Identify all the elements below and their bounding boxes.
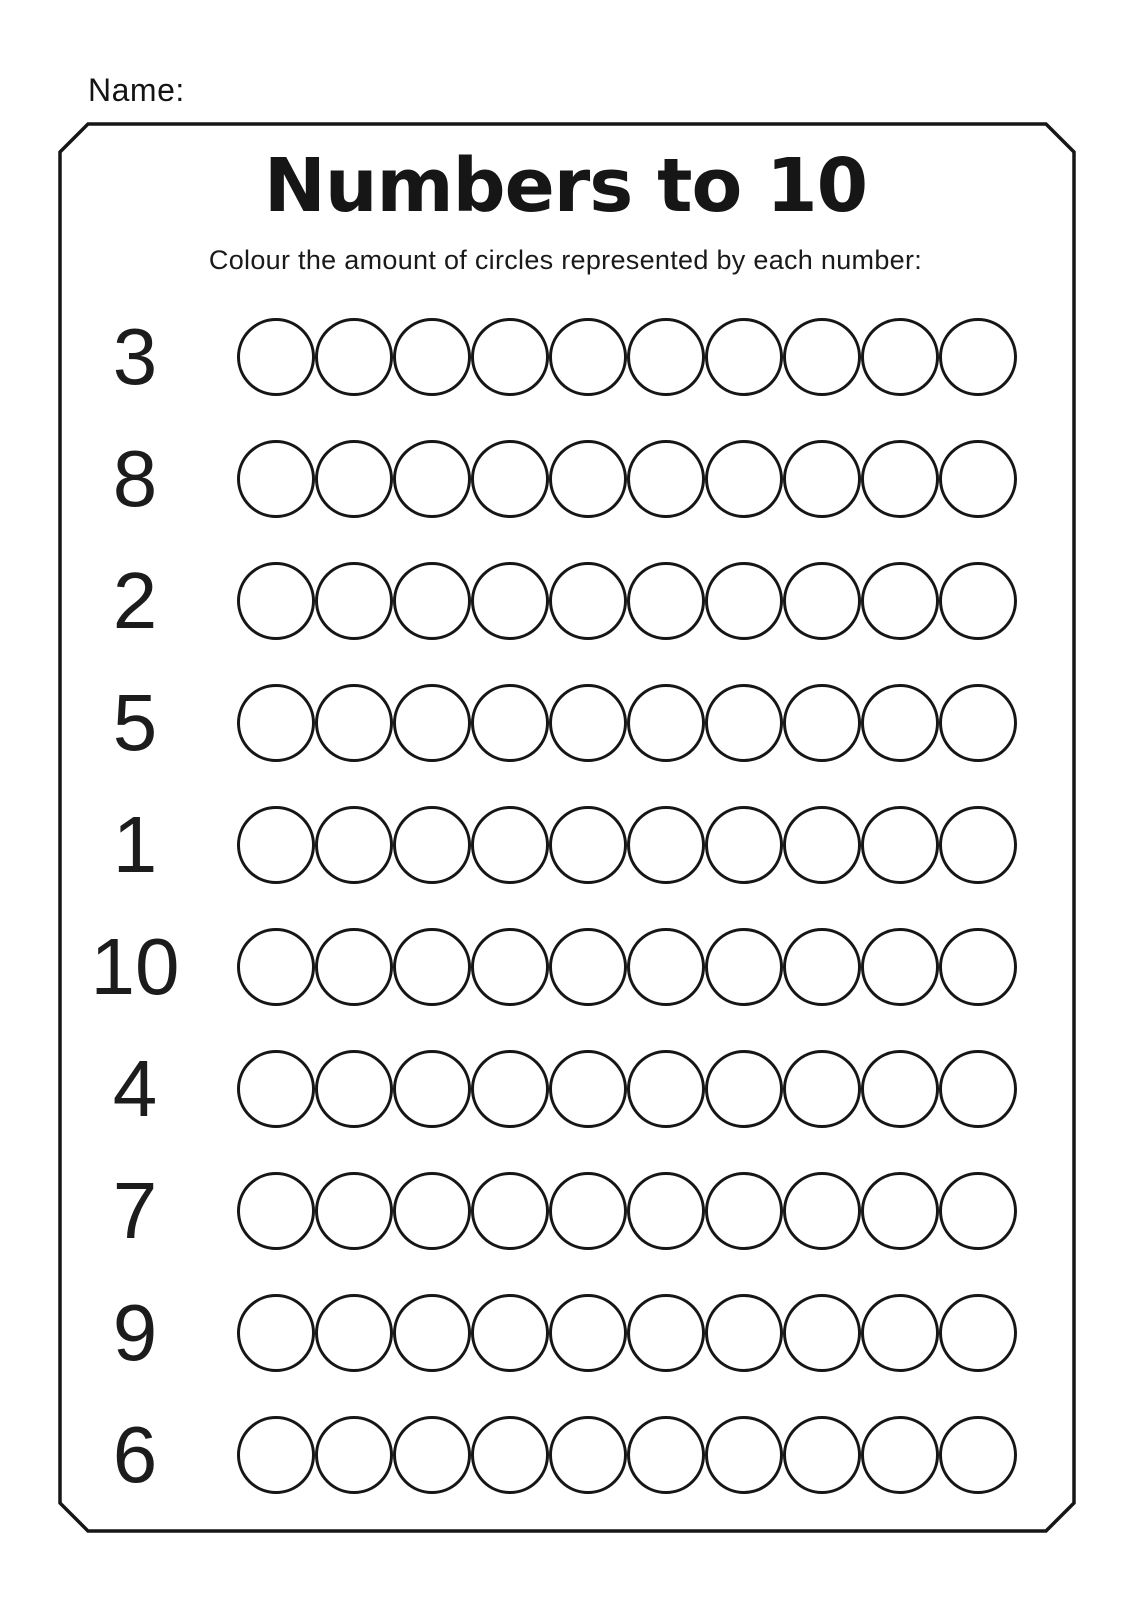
- circle[interactable]: [783, 806, 861, 884]
- circle[interactable]: [237, 806, 315, 884]
- circle[interactable]: [627, 1172, 705, 1250]
- row-number: 8: [112, 434, 158, 523]
- circle[interactable]: [861, 1050, 939, 1128]
- circle[interactable]: [783, 1294, 861, 1372]
- circle[interactable]: [783, 440, 861, 518]
- circle[interactable]: [237, 1172, 315, 1250]
- circle[interactable]: [393, 318, 471, 396]
- worksheet-row: [0, 1272, 1131, 1394]
- circle[interactable]: [393, 1050, 471, 1128]
- circle[interactable]: [705, 806, 783, 884]
- circle[interactable]: [393, 806, 471, 884]
- circle[interactable]: [237, 1050, 315, 1128]
- circle[interactable]: [471, 806, 549, 884]
- circle[interactable]: [705, 318, 783, 396]
- circle[interactable]: [237, 562, 315, 640]
- circle[interactable]: [237, 318, 315, 396]
- circle[interactable]: [471, 1294, 549, 1372]
- row-circles: [237, 562, 1017, 640]
- circle[interactable]: [237, 1416, 315, 1494]
- circle[interactable]: [627, 1294, 705, 1372]
- circle[interactable]: [939, 1172, 1017, 1250]
- circle[interactable]: [471, 318, 549, 396]
- circle[interactable]: [627, 562, 705, 640]
- circle[interactable]: [315, 684, 393, 762]
- row-circles: [237, 440, 1017, 518]
- circle[interactable]: [783, 318, 861, 396]
- circle[interactable]: [471, 562, 549, 640]
- circle[interactable]: [939, 562, 1017, 640]
- row-circles: [237, 1050, 1017, 1128]
- instruction-text: Colour the amount of circles represented by each number:: [208, 245, 923, 275]
- circle[interactable]: [549, 318, 627, 396]
- circle[interactable]: [549, 1294, 627, 1372]
- circle[interactable]: [393, 440, 471, 518]
- worksheet-row: [0, 784, 1131, 906]
- circle[interactable]: [783, 1416, 861, 1494]
- worksheet-row: [0, 1394, 1131, 1516]
- circle[interactable]: [705, 684, 783, 762]
- circle[interactable]: [627, 684, 705, 762]
- circle[interactable]: [315, 806, 393, 884]
- circle[interactable]: [549, 806, 627, 884]
- circle[interactable]: [393, 684, 471, 762]
- circle[interactable]: [705, 1416, 783, 1494]
- rows: [0, 296, 1131, 1516]
- row-number: 7: [112, 1166, 158, 1255]
- circle[interactable]: [549, 1172, 627, 1250]
- circle[interactable]: [237, 684, 315, 762]
- circle[interactable]: [939, 928, 1017, 1006]
- row-circles: [237, 806, 1017, 884]
- worksheet-row: [0, 1150, 1131, 1272]
- circle[interactable]: [237, 928, 315, 1006]
- circle[interactable]: [549, 1416, 627, 1494]
- circle[interactable]: [315, 1294, 393, 1372]
- circle[interactable]: [939, 684, 1017, 762]
- row-number: 4: [112, 1044, 158, 1133]
- circle[interactable]: [471, 928, 549, 1006]
- circle[interactable]: [627, 318, 705, 396]
- worksheet-row: [0, 662, 1131, 784]
- circle[interactable]: [549, 928, 627, 1006]
- circle[interactable]: [315, 318, 393, 396]
- circle[interactable]: [315, 562, 393, 640]
- circle[interactable]: [861, 1416, 939, 1494]
- circle[interactable]: [627, 1050, 705, 1128]
- circle[interactable]: [939, 440, 1017, 518]
- circle[interactable]: [315, 1416, 393, 1494]
- row-circles: [237, 1172, 1017, 1250]
- circle[interactable]: [705, 1294, 783, 1372]
- circle[interactable]: [705, 440, 783, 518]
- circle[interactable]: [627, 440, 705, 518]
- circle[interactable]: [783, 1050, 861, 1128]
- row-number: 5: [112, 678, 158, 767]
- row-circles: [237, 1294, 1017, 1372]
- row-number: 3: [112, 312, 158, 401]
- circle[interactable]: [939, 1050, 1017, 1128]
- circle[interactable]: [783, 928, 861, 1006]
- circle[interactable]: [861, 1172, 939, 1250]
- circle[interactable]: [783, 684, 861, 762]
- circle[interactable]: [393, 1416, 471, 1494]
- circle[interactable]: [549, 562, 627, 640]
- circle[interactable]: [705, 562, 783, 640]
- circle[interactable]: [861, 562, 939, 640]
- circle[interactable]: [861, 928, 939, 1006]
- row-circles: [237, 1416, 1017, 1494]
- row-number: 2: [112, 556, 158, 645]
- circle[interactable]: [393, 928, 471, 1006]
- circle[interactable]: [549, 440, 627, 518]
- circle[interactable]: [471, 440, 549, 518]
- row-number: 10: [90, 922, 180, 1011]
- circle[interactable]: [627, 1416, 705, 1494]
- circle[interactable]: [939, 318, 1017, 396]
- circle[interactable]: [393, 1294, 471, 1372]
- circle[interactable]: [549, 1050, 627, 1128]
- circle[interactable]: [471, 1416, 549, 1494]
- circle[interactable]: [549, 684, 627, 762]
- worksheet-row: [0, 418, 1131, 540]
- circle[interactable]: [705, 928, 783, 1006]
- worksheet-row: [0, 296, 1131, 418]
- circle[interactable]: [861, 806, 939, 884]
- worksheet-row: [0, 1028, 1131, 1150]
- circle[interactable]: [861, 684, 939, 762]
- row-circles: [237, 928, 1017, 1006]
- row-circles: [237, 684, 1017, 762]
- circle[interactable]: [627, 928, 705, 1006]
- circle[interactable]: [939, 806, 1017, 884]
- circle[interactable]: [939, 1294, 1017, 1372]
- circle[interactable]: [471, 1050, 549, 1128]
- worksheet-row: [0, 540, 1131, 662]
- row-number: 1: [112, 800, 158, 889]
- worksheet-row: [0, 906, 1131, 1028]
- circle[interactable]: [705, 1172, 783, 1250]
- circle[interactable]: [861, 318, 939, 396]
- row-number: 9: [112, 1288, 158, 1377]
- circle[interactable]: [783, 1172, 861, 1250]
- circle[interactable]: [315, 1172, 393, 1250]
- name-label: Name:: [88, 72, 185, 108]
- circle[interactable]: [861, 440, 939, 518]
- circle[interactable]: [237, 440, 315, 518]
- circle[interactable]: [783, 562, 861, 640]
- circle[interactable]: [861, 1294, 939, 1372]
- circle[interactable]: [471, 684, 549, 762]
- circle[interactable]: [315, 1050, 393, 1128]
- circle[interactable]: [471, 1172, 549, 1250]
- page-title: Numbers to 10: [263, 143, 868, 229]
- circle[interactable]: [705, 1050, 783, 1128]
- circle[interactable]: [939, 1416, 1017, 1494]
- row-number: 6: [112, 1410, 158, 1499]
- circle[interactable]: [315, 928, 393, 1006]
- circle[interactable]: [315, 440, 393, 518]
- circle[interactable]: [393, 1172, 471, 1250]
- circle[interactable]: [237, 1294, 315, 1372]
- circle[interactable]: [393, 562, 471, 640]
- circle[interactable]: [627, 806, 705, 884]
- row-circles: [237, 318, 1017, 396]
